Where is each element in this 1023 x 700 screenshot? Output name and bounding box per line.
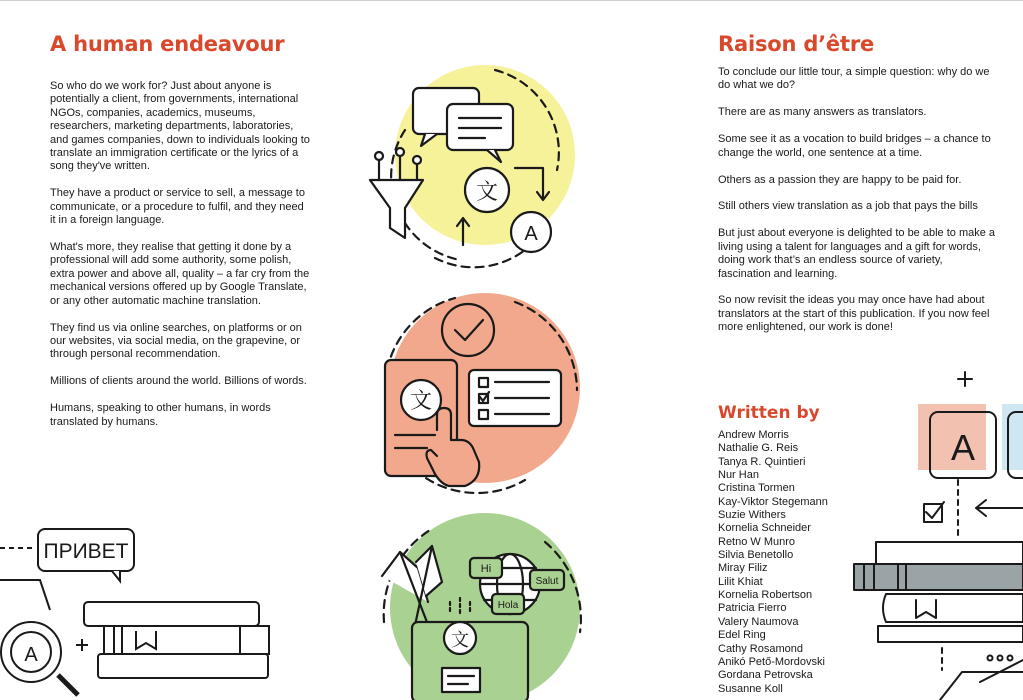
left-paragraph: Millions of clients around the world. Billions of words. [50,375,307,388]
right-paragraph: Still others view translation as a job that pays the bills [718,200,978,213]
magnifier-books-illustration [0,515,290,700]
right-paragraph: There are as many answers as translators. [718,106,927,119]
privet-bubble-text: ПРИВЕТ [43,540,129,563]
globe-flags-icon [370,512,590,700]
tablet-checklist-icon [365,290,585,500]
chinese-glyph-icon: 文 [409,389,433,414]
author-name: Kornelia Schneider [718,522,811,535]
author-name: Cristina Tormen [718,482,795,495]
author-name: Lilit Khiat [718,575,763,588]
bookmark-icon [136,631,156,649]
salut-bubble-text: Salut [535,576,559,587]
author-name: Patricia Fierro [718,602,787,615]
author-name: Miray Filiz [718,562,768,575]
right-paragraph: So now revisit the ideas you may once have had about translators at the start of this publication. If you now feel more enlightened, our work is done! [718,294,990,334]
book-icon [84,602,259,626]
author-list [718,429,828,696]
check-circle-icon [442,304,494,356]
right-paragraph: Others as a passion they are happy to be paid for. [718,173,962,186]
author-name: Silvia Benetollo [718,549,794,562]
author-name: Gordana Petrovska [718,669,813,682]
chinese-glyph-icon: 文 [451,630,469,651]
author-name: Kay-Viktor Stegemann [718,495,828,508]
author-name: Retno W Munro [718,535,796,548]
author-name: Kornelia Robertson [718,589,813,602]
hi-bubble-text: Hi [480,563,492,575]
written-by-heading: Written by [718,403,820,423]
author-name: Anikó Pető-Mordovski [718,655,825,668]
right-column [718,32,998,348]
left-paragraph: They find us via online searches, on platforms or on our websites, via social media, on the grapevine, or through personal recommendation. [50,321,302,361]
author-name: Tanya R. Quintieri [718,455,806,468]
right-paragraph: To conclude our little tour, a simple question: why do we do what we do? [718,66,990,92]
left-heading: A human endeavour [50,32,285,56]
author-name: Susanne Koll [718,682,783,695]
author-name: Andrew Morris [718,429,789,441]
grey-book-icon [854,564,1023,590]
book-icon [883,594,1023,622]
left-column [50,32,310,443]
author-name: Valery Naumova [718,615,799,628]
page-top-border [0,0,1023,1]
author-name: Nur Han [718,469,759,482]
hola-bubble-text: Hola [497,600,519,611]
letter-a-icon: A [524,223,538,245]
right-heading: Raison d’être [718,32,875,56]
right-paragraph: But just about everyone is delighted to be able to make a living using a talent for languages and a gift for words, doing work that’s an endless source of variety, fascination and learning. [718,227,996,280]
author-name: Cathy Rosamond [718,642,803,655]
magnifier-letter: A [24,644,38,666]
translation-funnel-icon [365,60,585,275]
left-paragraph: They have a product or service to sell, a message to communicate, or a procedure to fulfil, and they need it in a foreign language. [50,187,305,227]
author-name: Nathalie G. Reis [718,442,799,455]
bookmark-icon [916,600,936,618]
left-paragraph: So who do we work for? Just about anyone is potentially a client, from governments, international NGOs, companies, academics, museums, researchers, marketing departments, laboratories, and games companies, down to individuals looking to translate an immigration certificate or the lyrics of a song they've written. [50,80,310,173]
author-name: Edel Ring [718,629,766,642]
right-paragraph: Some see it as a vocation to build bridges – a chance to change the world, one sentence at a time. [718,133,991,159]
letter-blocks-books-illustration [850,370,1023,700]
left-paragraph: Humans, speaking to other humans, in words translated by humans. [50,402,271,428]
left-paragraph: What's more, they realise that getting it done by a professional will add some authority, some polish, extra power and above all, quality – a far cry from the mechanical versions offered up by Google Translate, or any other automatic machine translation. [50,241,310,307]
author-name: Suzie Withers [718,509,786,522]
letter-a-block-text: A [950,427,976,468]
chinese-glyph-icon: 文 [475,180,499,205]
